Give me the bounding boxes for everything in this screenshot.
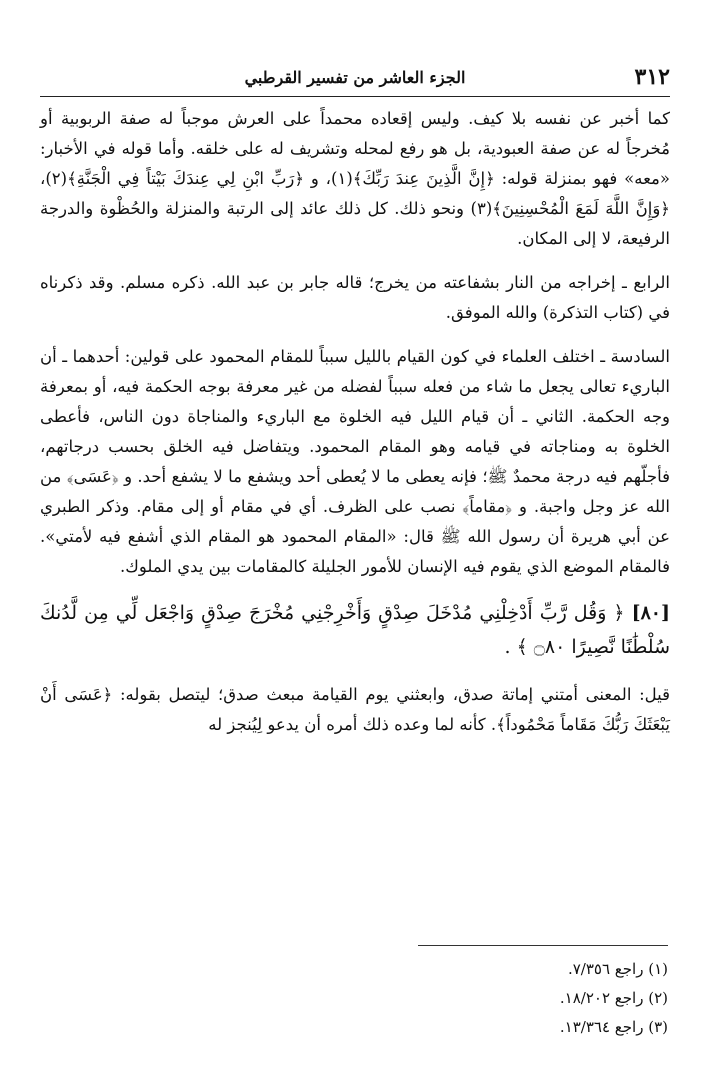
body-text [40, 104, 670, 754]
footnote-divider [418, 945, 668, 946]
paragraph-sixth-night-prayer: السادسة ـ اختلف العلماء في كون القيام بالليل سبباً للمقام المحمود على قولين: أحدهما ـ أن الباريء تعالى يجعل ما شاء من فعله سبباً لفضله من غير معرفة بوجه الحكمة فيه، أو بمعرفة وجه الحكمة. الثاني ـ أن قيام الليل فيه الخلوة مع الباريء والمناجاة دون الناس، فأعطى الخلوة به ومناجاته في قيامه وهو المقام المحمود. ويتفاضل فيه الخلق بحسب درجاتهم، فأجلّهم فيه درجة محمدٌ ﷺ؛ فإنه يعطى ما لا يُعطى أحد ويشفع ما لا يشفع أحد. و ﴿عَسَى﴾ من الله عز وجل واجبة. و ﴿مقاماً﴾ نصب على الظرف. أي في مقام أو إلى مقام. وذكر الطبري عن أبي هريرة أن رسول الله ﷺ قال: «المقام المحمود هو المقام الذي أشفع فيه لأمتي». فالمقام الموضع الذي يقوم فيه الإنسان للأمور الجليلة كالمقامات بين يدي الملوك. [40, 347, 670, 576]
paragraph-fourth-intercession: الرابع ـ إخراجه من النار بشفاعته من يخرج؛ قاله جابر بن عبد الله. ذكره مسلم. وقد ذكرناه في (كتاب التذكرة) والله الموفق. [40, 273, 670, 322]
verse-text: ﴿ وَقُل رَّبِّ أَدْخِلْنِي مُدْخَلَ صِدْقٍ وَأَخْرِجْنِي مُخْرَجَ صِدْقٍ وَاجْعَل لِّي مِن لَّدُنكَ سُلْطَٰنًا نَّصِيرًا ۝٨٠ ﴾ . [40, 602, 670, 658]
paragraph-ascension-meaning: كما أخبر عن نفسه بلا كيف. وليس إقعاده محمداً على العرش موجباً له صفة الربوبية أو مُخرجاً له عن صفة العبودية، بل هو رفع لمحله وتشريف له على خلقه. وأما قوله في الأخبار: «معه» فهو بمنزلة قوله: ﴿إِنَّ الَّذِينَ عِندَ رَبِّكَ﴾(١)، و ﴿رَبِّ ابْنِ لِي عِندَكَ بَيْتاً فِي الْجَنَّةِ﴾(٢)، ﴿وَإِنَّ اللَّهَ لَمَعَ الْمُحْسِنِينَ﴾(٣) ونحو ذلك. كل ذلك عائد إلى الرتبة والمنزلة والحُظْوة والدرجة الرفيعة، لا إلى المكان. [40, 109, 670, 248]
footnote-1: (١) راجع ٧/٣٥٦. [567, 960, 668, 978]
paragraph-verse-commentary: قيل: المعنى أمتني إماتة صدق، وابعثني يوم القيامة مبعث صدق؛ ليتصل بقوله: ﴿عَسَى أَنْ يَبْعَثَكَ رَبُّكَ مَقَاماً مَحْمُوداً﴾. كأنه لما وعده ذلك أمره أن يدعو لِيُنجز له [40, 685, 670, 734]
page-number: ٣١٢ [634, 64, 670, 90]
page-header [40, 62, 670, 97]
running-title: الجزء العاشر من تفسير القرطبي [244, 68, 466, 87]
footnote-3: (٣) راجع ١٣/٣٦٤. [559, 1018, 668, 1036]
footnote-2: (٢) راجع ١٨/٢٠٢. [559, 989, 668, 1007]
quran-verse-80 [40, 596, 670, 664]
footnotes [368, 955, 668, 1042]
verse-number: [٨٠] [631, 602, 670, 624]
